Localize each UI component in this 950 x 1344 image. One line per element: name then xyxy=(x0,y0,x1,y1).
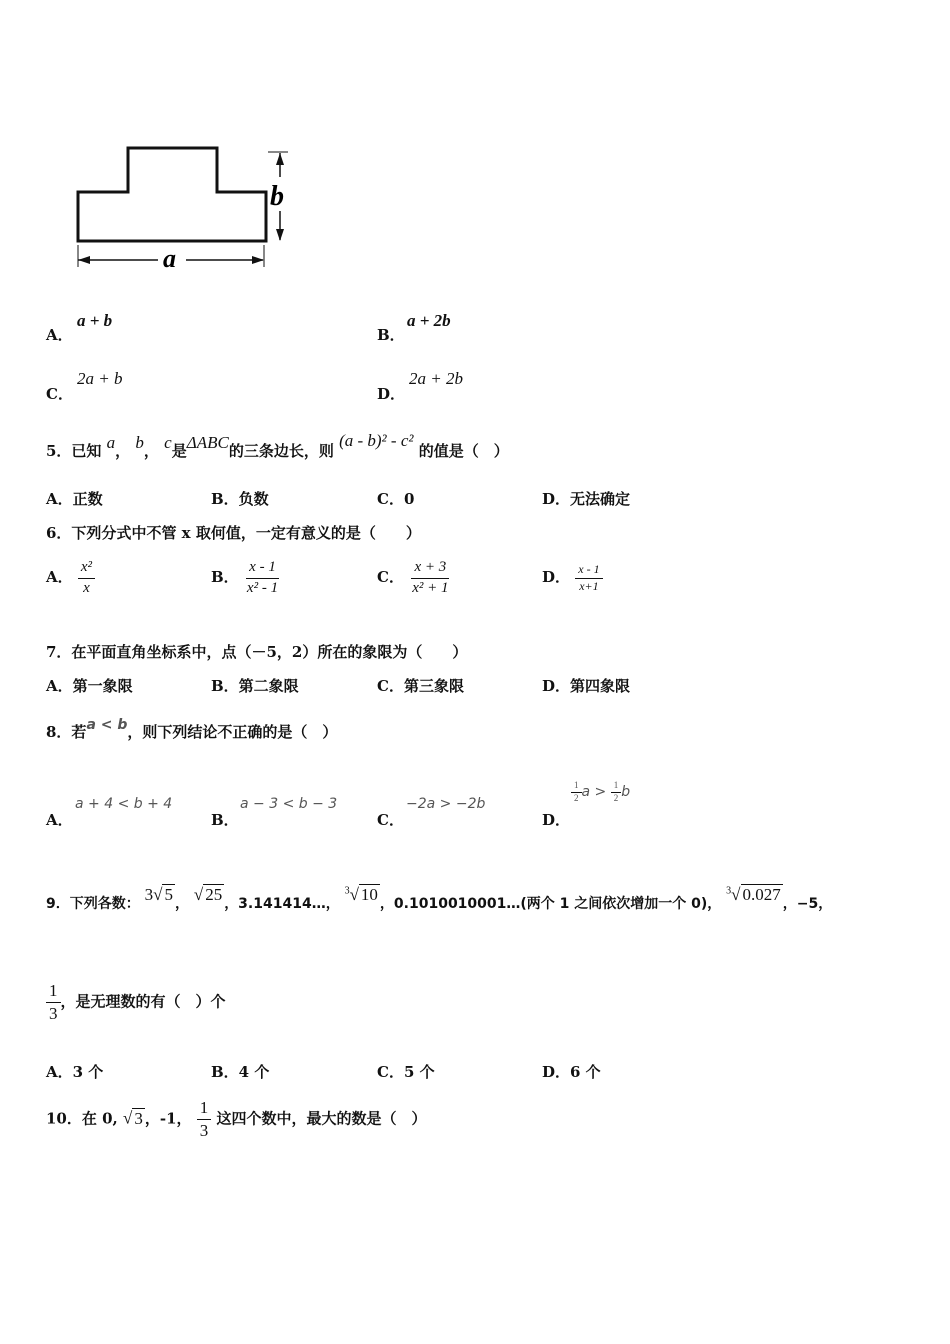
q5-triangle: ΔABC xyxy=(186,433,229,452)
q5-stem xyxy=(46,431,509,461)
q7-option-c[interactable]: C．第三象限 xyxy=(377,677,464,695)
q5-expression: (a - b)² - c² xyxy=(339,431,414,450)
q5-var-b: b xyxy=(135,433,144,452)
q9-num-3sqrt5: 3√ 5 xyxy=(144,885,173,904)
q6-option-a-fraction: $\frac{\text{x²}}{x}$ xyxy=(78,558,95,598)
q5-mid: 是 xyxy=(171,442,187,460)
q6-option-c[interactable] xyxy=(377,558,451,598)
q8-option-a[interactable]: A． xyxy=(46,811,73,829)
q4-option-d-label: D． xyxy=(377,385,406,403)
q8-condition: a < b xyxy=(86,717,128,733)
q10-suffix: 这四个数中，最大的数是（ ） xyxy=(216,1109,427,1128)
q4-option-c[interactable] xyxy=(46,383,73,404)
q10-prefix: 10．在 0, xyxy=(46,1109,118,1128)
q8-prefix: 8．若 xyxy=(46,723,87,741)
figure-label-b: b xyxy=(270,181,284,212)
q9-stem-line2 xyxy=(46,980,226,1025)
q5-option-c[interactable]: C．0 xyxy=(377,490,415,508)
q8-option-b-expr: a − 3 < b − 3 xyxy=(240,796,338,812)
q10-mid: ，-1， xyxy=(144,1109,192,1128)
q4-option-c-expr: 2a + b xyxy=(77,369,123,388)
q9-num-cbrt0027: $^3$√ 0.027 xyxy=(726,885,781,904)
q7-option-b[interactable]: B．第二象限 xyxy=(211,677,299,695)
q9-stem-line1: 9．下列各数： 3√ 5 ， √ 25 ，3.141414…， $^3$√ 10 ，0.1010010001…(两个 1 之间依次增加一个 0)， $^3$√ 0.027 ，−5， xyxy=(46,885,833,912)
q5-var-a: a xyxy=(106,433,116,452)
q8-option-c[interactable]: C． xyxy=(377,811,404,829)
q9-num-sqrt25: √ 25 xyxy=(193,885,223,904)
q4-option-b[interactable] xyxy=(377,324,405,345)
q9-num-cbrt10: $^3$√ 10 xyxy=(344,885,378,904)
shape-figure xyxy=(70,105,310,275)
q5-sep2: ， xyxy=(143,442,159,460)
q10-sqrt3: √ 3 xyxy=(123,1108,143,1128)
q6-option-d-label: D． xyxy=(542,568,571,587)
q5-option-a[interactable]: A．正数 xyxy=(46,490,103,508)
q5-mid2: 的三条边长，则 xyxy=(228,442,334,460)
q4-option-b-expr: a + 2b xyxy=(407,311,451,330)
q4-option-a-expr: a + b xyxy=(77,311,113,330)
q6-option-c-label: C． xyxy=(377,568,404,586)
q9-prefix: 9．下列各数： xyxy=(46,896,140,912)
q8-option-b[interactable]: B． xyxy=(211,811,239,829)
q5-option-b[interactable]: B．负数 xyxy=(211,490,269,508)
q10-fraction: $\frac{1}{3}$ xyxy=(197,1097,212,1142)
q8-option-d[interactable]: D． xyxy=(542,811,571,829)
q6-option-b-fraction: $\frac{x - 1}{\text{x² - 1}}$ xyxy=(246,559,279,596)
q8-option-c-expr: −2a > −2b xyxy=(406,796,486,812)
q7-option-d[interactable]: D．第四象限 xyxy=(542,677,631,695)
q5-suffix: 的值是（ ） xyxy=(418,442,509,460)
q5-option-d[interactable]: D．无法确定 xyxy=(542,490,631,508)
q6-option-d-fraction: $\frac{x - 1}{x+1}$ xyxy=(575,562,602,594)
q6-option-d[interactable] xyxy=(542,562,603,594)
q6-stem: 6．下列分式中不管 x 取何值，一定有意义的是（ ） xyxy=(46,524,421,542)
q5-sep1: ， xyxy=(115,442,131,460)
q4-option-d-expr: 2a + 2b xyxy=(409,369,463,388)
q6-option-b-label: B． xyxy=(211,568,239,586)
q4-option-a-label: A． xyxy=(46,326,73,344)
q9-option-b[interactable]: B．4 个 xyxy=(211,1063,270,1081)
q4-option-a[interactable] xyxy=(46,324,73,345)
q8-stem xyxy=(46,717,338,742)
q10-stem xyxy=(46,1097,427,1142)
q9-option-d[interactable]: D．6 个 xyxy=(542,1063,601,1081)
q7-option-a[interactable]: A．第一象限 xyxy=(46,677,133,695)
q8-option-a-expr: a + 4 < b + 4 xyxy=(75,796,173,812)
q5-prefix: 5．已知 xyxy=(46,442,102,460)
q4-option-d[interactable] xyxy=(377,383,405,404)
q9-line2: ，是无理数的有（ ）个 xyxy=(60,992,226,1011)
q8-option-d-expr: $\frac{1}{2}$ a > $\frac{1}{2}$ b xyxy=(571,780,630,804)
q6-option-c-fraction: $\frac{x + 3}{\text{x² + 1}}$ xyxy=(412,559,449,596)
q6-option-a[interactable] xyxy=(46,558,95,598)
q6-option-a-label: A． xyxy=(46,568,73,586)
q6-option-b[interactable] xyxy=(211,558,281,598)
q4-option-b-label: B． xyxy=(377,326,405,344)
figure-label-a: a xyxy=(163,244,176,273)
q7-stem: 7．在平面直角坐标系中，点（－5，2）所在的象限为（ ） xyxy=(46,643,468,661)
q9-option-c[interactable]: C．5 个 xyxy=(377,1063,435,1081)
q9-fraction-one-third: $\frac{1}{3}$ xyxy=(46,980,61,1025)
q4-option-c-label: C． xyxy=(46,385,73,403)
q9-option-a[interactable]: A．3 个 xyxy=(46,1063,104,1081)
q5-var-c: c xyxy=(164,433,172,452)
q8-suffix: ，则下列结论不正确的是（ ） xyxy=(127,723,338,741)
